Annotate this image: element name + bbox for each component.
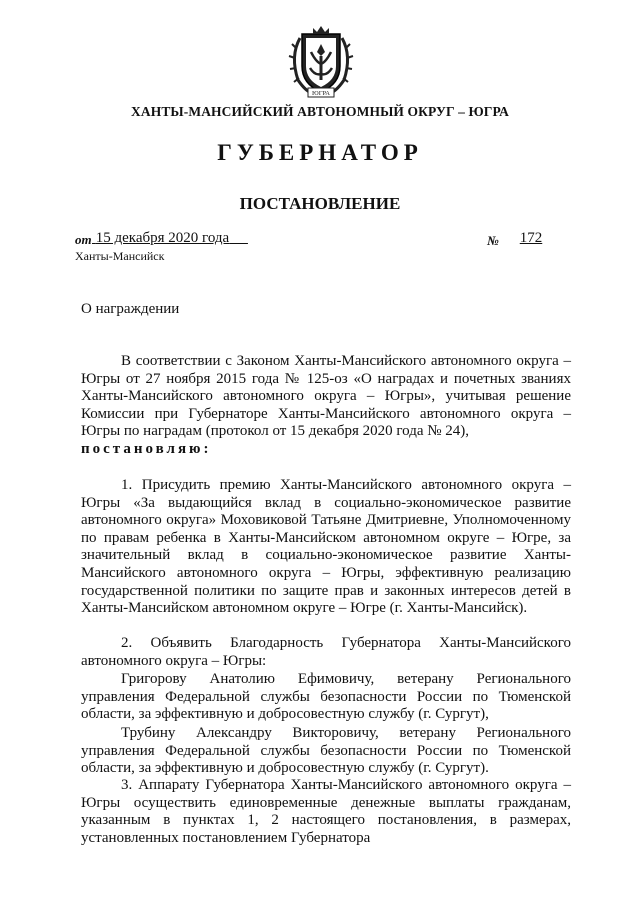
document-subject: О награждении [81, 301, 180, 317]
emblem-ribbon-text: ЮГРА [312, 90, 330, 97]
document-number: 172 [519, 230, 543, 246]
city-label: Ханты-Мансийск [75, 249, 165, 263]
number-prefix-label: № [487, 233, 499, 248]
region-title: ХАНТЫ-МАНСИЙСКИЙ АВТОНОМНЫЙ ОКРУГ – ЮГРА [131, 104, 509, 119]
date-prefix-label: от [75, 232, 92, 247]
recipient-paragraph-2: Трубину Александру Викторовичу, ветерану Регионального управления Федеральной службы безопасности России по Тюменской области, за эффективную и добросовестную службу (г. Сургут). [81, 725, 571, 777]
document-date-text: 15 декабря 2020 года [95, 230, 230, 246]
document-type: ПОСТАНОВЛЕНИЕ [239, 194, 401, 213]
decree-item-2: 2. Объявить Благодарность Губернатора Ханты-Мансийского автономного округа – Югры: [81, 635, 571, 669]
coat-of-arms-emblem [286, 22, 356, 100]
resolve-colon: : [203, 441, 209, 457]
preamble-paragraph: В соответствии с Законом Ханты-Мансийского автономного округа – Югры от 27 ноября 2015 года № 125-оз «О наградах и почетных званиях Ханты-Мансийского автономного округа – Югры», учитывая решение Комиссии при Губернаторе Ханты-Мансийского автономного округа – Югры по наградам (протокол от 15 декабря 2020 года № 24), [81, 353, 571, 440]
decree-item-1: 1. Присудить премию Ханты-Мансийского автономного округа – Югры «За выдающийся вклад в социально-экономическое развитие автономного округа» Моховиковой Татьяне Дмитриевне, Уполномоченному по правам ребенка в Ханты-Мансийском автономном округе – Югре, за значительный вклад в социально-экономическое развитие Ханты-Мансийского автономного округа – Югры, эффективную реализацию государственной политики по защите прав и законных интересов детей в Ханты-Мансийском автономном округе – Югре (г. Ханты-Мансийск). [81, 477, 571, 617]
document-date [92, 230, 257, 247]
resolve-statement [81, 441, 209, 458]
decree-item-3: 3. Аппарату Губернатора Ханты-Мансийского автономного округа – Югры осуществить единовременные денежные выплаты гражданам, указанным в пунктах 1, 2 настоящего постановления, в размерах, установленных постановлением Губернатора [81, 777, 571, 846]
governor-title: ГУБЕРНАТОР [217, 140, 423, 165]
resolve-word: постановляю [81, 441, 204, 457]
recipient-paragraph-1: Григорову Анатолию Ефимовичу, ветерану Регионального управления Федеральной службы безопасности России по Тюменской области, за эффективную и добросовестную службу (г. Сургут), [81, 671, 571, 723]
